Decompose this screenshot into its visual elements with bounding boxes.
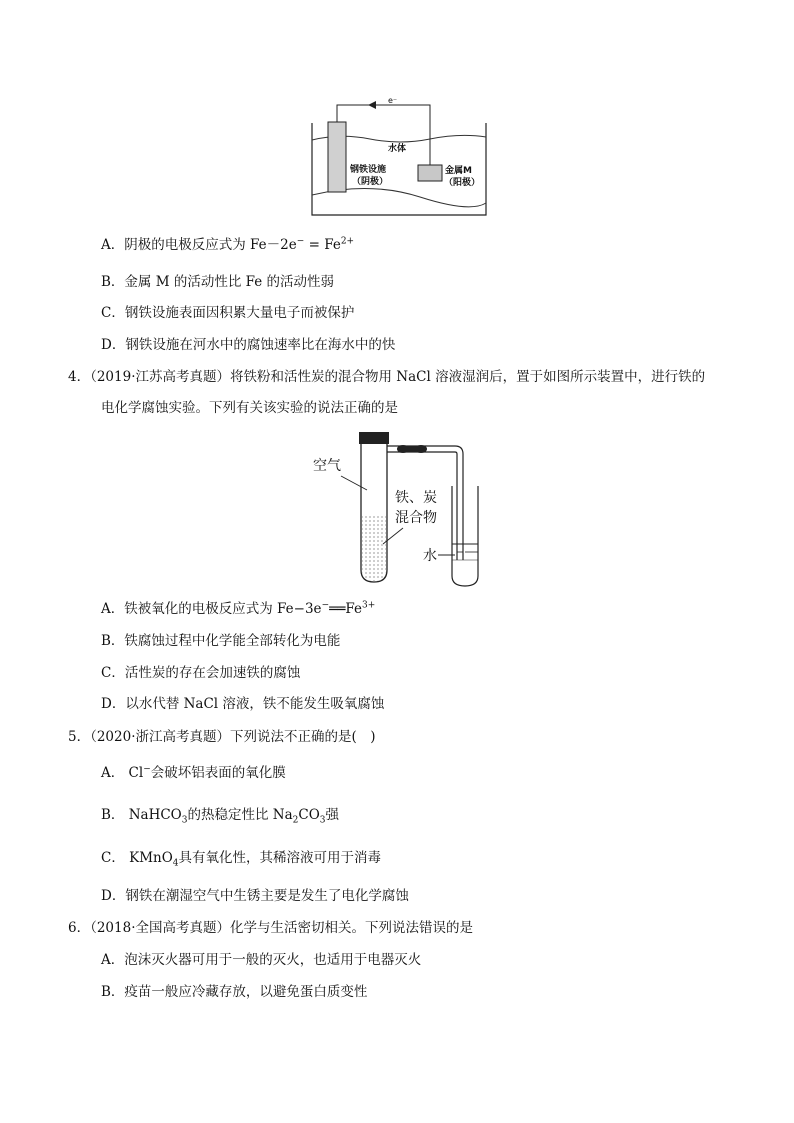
wire bbox=[337, 105, 430, 165]
q3-option-b: B．金属 M 的活动性比 Fe 的活动性弱 bbox=[101, 274, 335, 290]
q5-stem: 5．（2020·浙江高考真题）下列说法不正确的是( ) bbox=[68, 729, 376, 745]
metal-label-1: 金属M bbox=[445, 166, 472, 176]
water-label: 水 bbox=[423, 548, 437, 564]
q4-stem-line1: 4．（2019·江苏高考真题）将铁粉和活性炭的混合物用 NaCl 溶液湿润后，置于如图所示装置中，进行铁的 bbox=[68, 369, 706, 385]
q3-option-c: C．钢铁设施表面因积累大量电子而被保护 bbox=[101, 305, 355, 321]
q4-option-b: B．铁腐蚀过程中化学能全部转化为电能 bbox=[101, 633, 341, 649]
q5-option-d: D．钢铁在潮湿空气中生锈主要是发生了电化学腐蚀 bbox=[101, 888, 409, 904]
steel-pillar bbox=[328, 122, 346, 192]
q4-stem-line2: 电化学腐蚀实验。下列有关该实验的说法正确的是 bbox=[101, 400, 398, 416]
q6-option-b: B．疫苗一般应冷藏存放，以避免蛋白质变性 bbox=[101, 984, 368, 1000]
water-tube bbox=[452, 486, 478, 586]
electron-label: e⁻ bbox=[388, 96, 398, 105]
mixture-label-2: 混合物 bbox=[395, 510, 437, 526]
q4-option-d: D．以水代替 NaCl 溶液，铁不能发生吸氧腐蚀 bbox=[101, 696, 385, 712]
q4-option-c: C．活性炭的存在会加速铁的腐蚀 bbox=[101, 665, 301, 681]
q5-option-c: C． KMnO$_4$具有氧化性，其稀溶液可用于消毒 bbox=[101, 850, 382, 869]
stopper bbox=[359, 432, 389, 444]
steel-label-1: 钢铁设施 bbox=[350, 165, 387, 175]
water-label: 水体 bbox=[388, 144, 407, 154]
q5-option-b: B． NaHCO$_3$的热稳定性比 $Na_2CO_3$强 bbox=[101, 807, 340, 826]
air-label: 空气 bbox=[313, 458, 341, 474]
electron-arrow bbox=[368, 101, 376, 109]
q6-option-a: A．泡沫灭火器可用于一般的灭火，也适用于电器灭火 bbox=[101, 952, 422, 968]
mixture-label-1: 铁、炭 bbox=[395, 490, 437, 506]
metal-label-2: （阳极） bbox=[444, 178, 481, 188]
figure-corrosion-apparatus bbox=[305, 428, 505, 590]
q3-option-d: D．钢铁设施在河水中的腐蚀速率比在海水中的快 bbox=[101, 337, 396, 353]
q5-option-a: A． Cl−会破坏铝表面的氧化膜 bbox=[101, 764, 286, 781]
figure-cathodic-protection bbox=[310, 95, 490, 220]
iron-carbon-mixture bbox=[362, 516, 386, 581]
q3-option-a: A．阴极的电极反应式为 $Fe-2e^- = Fe^{2+}$ bbox=[101, 236, 355, 253]
metal-m-block bbox=[418, 165, 442, 181]
q4-option-a: A．铁被氧化的电极反应式为 $Fe-3e^-══Fe^{3+}$ bbox=[101, 600, 376, 617]
steel-label-2: （阴极） bbox=[352, 177, 389, 187]
q6-stem: 6．（2018·全国高考真题）化学与生活密切相关。下列说法错误的是 bbox=[68, 920, 473, 936]
